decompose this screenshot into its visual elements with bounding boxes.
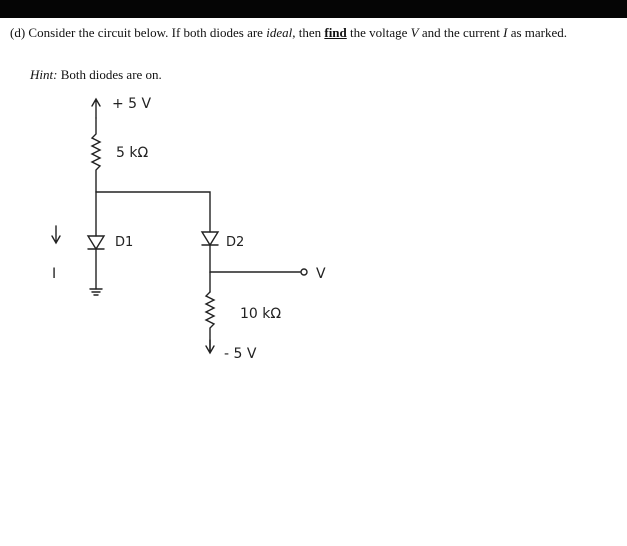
question-i-symbol: I bbox=[503, 25, 508, 40]
question-v-symbol: V bbox=[410, 25, 419, 40]
supply-negative-arrow bbox=[206, 340, 214, 353]
label-v: V bbox=[316, 266, 326, 282]
label-i: I bbox=[52, 266, 57, 282]
supply-positive-arrow bbox=[92, 99, 100, 118]
label-d2: D2 bbox=[226, 235, 245, 250]
diode-d2 bbox=[202, 232, 218, 245]
question-part-1: Consider the circuit below. If both diodes are bbox=[28, 25, 267, 40]
ground-icon bbox=[90, 289, 102, 295]
label-10k: 10 kΩ bbox=[240, 306, 282, 322]
question-find: find bbox=[324, 25, 347, 40]
label-minus-5v: - 5 V bbox=[224, 346, 257, 362]
question-part-5: as marked. bbox=[507, 25, 567, 40]
question-part-3: the voltage bbox=[346, 25, 411, 40]
hint-body: Both diodes are on. bbox=[57, 67, 162, 82]
current-arrow bbox=[52, 226, 60, 243]
question-label: (d) bbox=[10, 25, 26, 40]
label-d1: D1 bbox=[115, 235, 134, 250]
label-plus-5v: + 5 V bbox=[112, 96, 152, 112]
question-part-4: and the current bbox=[418, 25, 504, 40]
wire-d2-output bbox=[210, 245, 300, 272]
output-terminal bbox=[301, 269, 307, 275]
resistor-5k bbox=[92, 118, 100, 192]
hint-label: Hint: bbox=[30, 67, 58, 82]
question-part-2: , then bbox=[292, 25, 325, 40]
label-5k: 5 kΩ bbox=[116, 145, 149, 161]
question-ideal: ideal bbox=[266, 25, 293, 40]
wire-top bbox=[96, 192, 210, 232]
diode-d1 bbox=[88, 236, 104, 249]
